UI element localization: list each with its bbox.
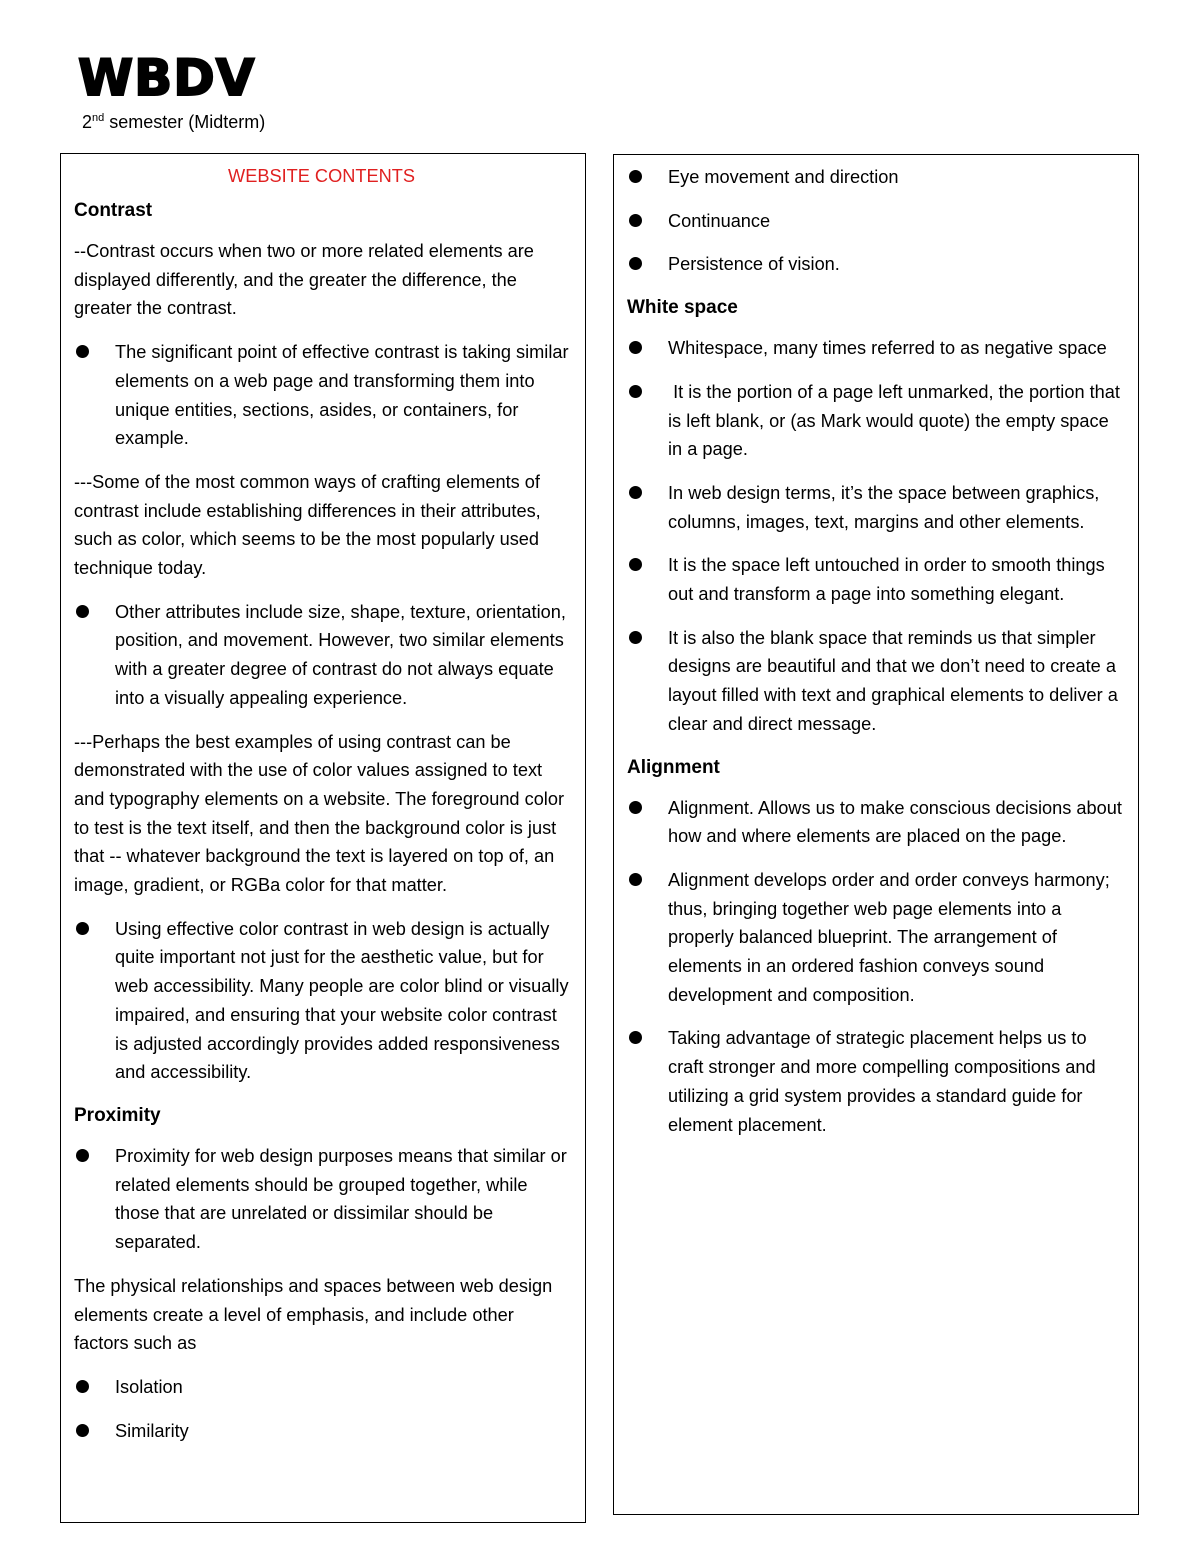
white-space-list bbox=[627, 334, 1126, 738]
bullet-icon bbox=[629, 341, 642, 354]
list-item bbox=[627, 207, 1122, 236]
contrast-list-3 bbox=[74, 915, 569, 1087]
bullet-icon bbox=[76, 922, 89, 935]
list-item-text: It is the portion of a page left unmarked, the portion that is left blank, or (as Mark would quote) the empty space in a page. bbox=[668, 381, 1126, 460]
bullet-icon bbox=[629, 873, 642, 886]
bullet-icon bbox=[76, 1380, 89, 1393]
proximity-heading: Proximity bbox=[74, 1104, 161, 1126]
contrast-heading: Contrast bbox=[74, 200, 153, 221]
list-item bbox=[74, 1373, 569, 1402]
list-item-text: Alignment develops order and order conveys harmony; thus, bringing together web page elements into a properly balanced blueprint. The arrangement of elements in an ordered fashion conveys sound development and composition. bbox=[668, 869, 1110, 1005]
list-item bbox=[627, 334, 1122, 363]
list-item-text: Isolation bbox=[115, 1376, 183, 1397]
white-space-heading: White space bbox=[627, 297, 738, 319]
list-item-text: Similarity bbox=[115, 1420, 189, 1441]
bullet-icon bbox=[629, 385, 642, 398]
proximity-paragraph: The physical relationships and spaces between web design elements create a level of emphasis, and include other factors such as bbox=[74, 1275, 553, 1354]
bullet-icon bbox=[629, 170, 642, 183]
alignment-heading: Alignment bbox=[627, 756, 720, 778]
bullet-icon bbox=[629, 1031, 642, 1044]
bullet-icon bbox=[76, 1424, 89, 1437]
right-column bbox=[613, 154, 1139, 1515]
list-item-text: Whitespace, many times referred to as negative space bbox=[668, 338, 1107, 359]
bullet-icon bbox=[629, 214, 642, 227]
list-item bbox=[627, 250, 1122, 279]
list-item-text: Alignment. Allows us to make conscious decisions about how and where elements are placed on the page. bbox=[668, 797, 1122, 847]
list-item bbox=[627, 163, 1122, 192]
list-item-text: Persistence of vision. bbox=[668, 254, 840, 275]
bullet-icon bbox=[629, 257, 642, 270]
bullet-icon bbox=[76, 345, 89, 358]
alignment-list bbox=[627, 794, 1122, 1140]
semester-text: semester (Midterm) bbox=[104, 112, 266, 132]
bullet-icon bbox=[629, 801, 642, 814]
list-item-text: Continuance bbox=[668, 210, 771, 231]
list-item bbox=[74, 1417, 569, 1446]
list-item-text: Using effective color contrast in web design is actually quite important not just for the aesthetic value, but for web accessibility. Many people are color blind or visually impaired, and ensuring that your website color contrast is adjusted accordingly provides added responsiveness and accessibility. bbox=[115, 918, 569, 1083]
proximity-list-2 bbox=[74, 1373, 569, 1445]
bullet-icon bbox=[76, 605, 89, 618]
list-item bbox=[627, 866, 1122, 1010]
list-item bbox=[74, 915, 569, 1087]
list-item bbox=[74, 598, 569, 713]
list-item bbox=[627, 479, 1122, 536]
list-item bbox=[627, 551, 1122, 608]
list-item bbox=[74, 1142, 569, 1257]
list-item-text: Eye movement and direction bbox=[668, 167, 899, 187]
list-item-text: In web design terms, it’s the space between graphics, columns, images, text, margins and other elements. bbox=[668, 482, 1100, 532]
list-item-text: Taking advantage of strategic placement helps us to craft stronger and more compelling compositions and utilizing a grid system provides a standard guide for element placement. bbox=[668, 1028, 1096, 1135]
list-item-text: Proximity for web design purposes means that similar or related elements should be grouped together, while those that are unrelated or dissimilar should be separated. bbox=[115, 1145, 567, 1253]
contrast-list-2 bbox=[74, 598, 569, 713]
document-title: WBDV bbox=[78, 49, 256, 107]
contrast-paragraph-1: --Contrast occurs when two or more related elements are displayed differently, and the greater the difference, the greater the contrast. bbox=[74, 241, 534, 319]
contrast-paragraph-3: ---Perhaps the best examples of using contrast can be demonstrated with the use of color values assigned to text and typography elements on a website. The foreground color to test is the text itself, and then the background color is just that -- whatever background the text is layered on top of, an image, gradient, or RGBa color for that matter. bbox=[74, 731, 565, 896]
semester-ordinal: nd bbox=[92, 112, 105, 124]
bullet-icon bbox=[629, 486, 642, 499]
contrast-paragraph-2: ---Some of the most common ways of crafting elements of contrast include establishing differences in their attributes, such as color, which seems to be the most popularly used technique today. bbox=[74, 471, 541, 579]
list-item-text: It is also the blank space that reminds us that simpler designs are beautiful and that we don’t need to create a layout filled with text and graphical elements to deliver a clear and direct message. bbox=[668, 627, 1118, 734]
semester-label bbox=[82, 110, 265, 134]
bullet-icon bbox=[629, 558, 642, 571]
list-item-text: Other attributes include size, shape, texture, orientation, position, and movement. However, two similar elements with a greater degree of contrast do not always equate into a visually appealing experience. bbox=[115, 601, 566, 708]
list-item-text: It is the space left untouched in order to smooth things out and transform a page into something elegant. bbox=[668, 555, 1105, 605]
contrast-list-1 bbox=[74, 338, 569, 453]
website-contents-heading: WEBSITE CONTENTS bbox=[228, 166, 415, 186]
left-column bbox=[60, 153, 586, 1523]
proximity-factors-list bbox=[627, 163, 1122, 279]
proximity-list-1 bbox=[74, 1142, 569, 1257]
list-item bbox=[627, 624, 1122, 739]
list-item bbox=[627, 1024, 1122, 1139]
list-item bbox=[74, 338, 569, 453]
bullet-icon bbox=[76, 1149, 89, 1162]
list-item-text: The significant point of effective contrast is taking similar elements on a web page and transforming them into unique entities, sections, asides, or containers, for example. bbox=[115, 342, 569, 449]
list-item bbox=[627, 794, 1122, 851]
bullet-icon bbox=[629, 631, 642, 644]
list-item bbox=[627, 378, 1126, 464]
semester-number: 2 bbox=[82, 112, 93, 132]
